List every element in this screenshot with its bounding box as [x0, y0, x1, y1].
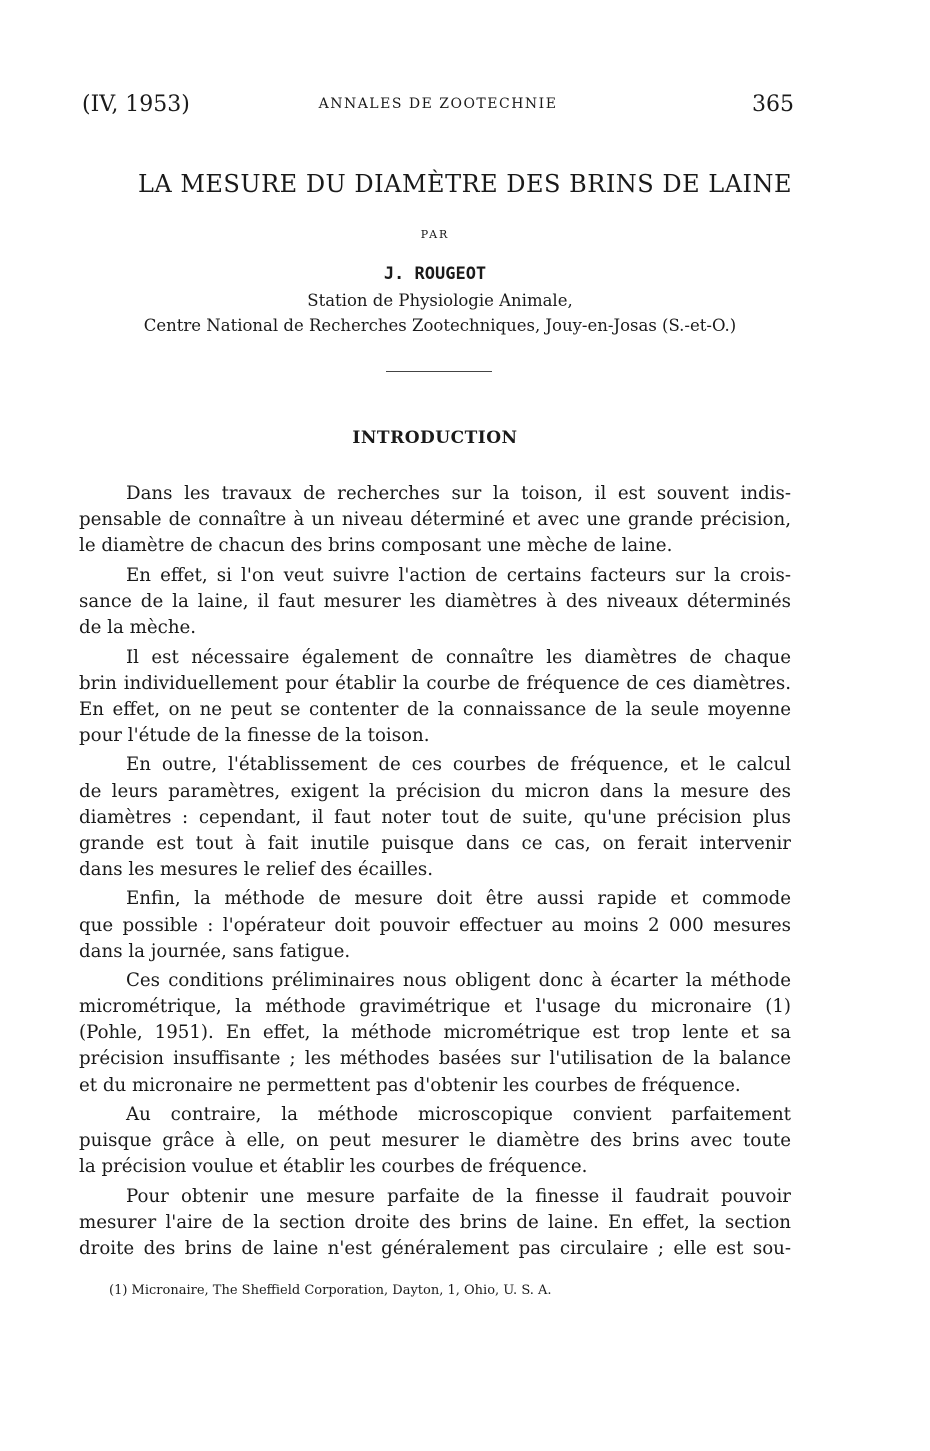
text-line: sance de la laine, il faut mesurer les diamètres à des niveaux déterminés: [79, 590, 791, 612]
text-line: puisque grâce à elle, on peut mesurer le diamètre des brins avec toute: [79, 1130, 791, 1152]
text-line: Pour obtenir une mesure parfaite de la finesse il faudrait pouvoir: [126, 1185, 791, 1207]
page-number: 365: [752, 92, 794, 117]
text-line: de leurs paramètres, exigent la précision du micron dans la mesure des: [79, 780, 791, 802]
by-line-label: PAR: [420, 228, 450, 241]
text-line: Enfin, la méthode de mesure doit être aussi rapide et commode: [126, 888, 791, 910]
text-line: pensable de connaître à un niveau déterminé et avec une grande précision,: [79, 509, 791, 531]
text-line: droite des brins de laine n'est généralement pas circulaire ; elle est sou-: [79, 1238, 791, 1260]
author-name: J. ROUGEOT: [383, 264, 487, 284]
title-separator: [386, 371, 492, 372]
text-line: Ces conditions préliminaires nous obligent donc à écarter la méthode: [126, 970, 791, 992]
text-line: pour l'étude de la finesse de la toison.: [79, 724, 430, 746]
text-line: la précision voulue et établir les courbes de fréquence.: [79, 1156, 588, 1178]
text-line: brin individuellement pour établir la courbe de fréquence de ces diamètres.: [79, 672, 791, 694]
text-line: que possible : l'opérateur doit pouvoir effectuer au moins 2 000 mesures: [79, 914, 791, 936]
text-line: dans les mesures le relief des écailles.: [79, 858, 434, 880]
running-head: [82, 92, 794, 122]
text-line: mesurer l'aire de la section droite des brins de laine. En effet, la section: [79, 1212, 791, 1234]
text-line: micrométrique, la méthode gravimétrique et l'usage du micronaire (1): [79, 996, 791, 1018]
text-line: Au contraire, la méthode microscopique convient parfaitement: [126, 1104, 791, 1126]
text-line: et du micronaire ne permettent pas d'obtenir les courbes de fréquence.: [79, 1074, 741, 1096]
text-line: En outre, l'établissement de ces courbes de fréquence, et le calcul: [126, 754, 791, 776]
journal-name: ANNALES DE ZOOTECHNIE: [318, 96, 558, 112]
affiliation-line-1: Station de Physiologie Animale,: [307, 291, 573, 310]
text-line: le diamètre de chacun des brins composant une mèche de laine.: [79, 535, 673, 557]
body-text: [79, 481, 791, 1262]
text-line: En effet, si l'on veut suivre l'action de certains facteurs sur la crois-: [126, 564, 791, 586]
footnote: (1) Micronaire, The Sheffield Corporation, Dayton, 1, Ohio, U. S. A.: [109, 1283, 552, 1298]
text-line: (Pohle, 1951). En effet, la méthode micrométrique est trop lente et sa: [79, 1022, 791, 1044]
text-line: dans la journée, sans fatigue.: [79, 940, 351, 962]
text-line: En effet, on ne peut se contenter de la connaissance de la seule moyenne: [79, 698, 791, 720]
affiliation-line-2: Centre National de Recherches Zootechniques, Jouy-en-Josas (S.-et-O.): [143, 316, 737, 335]
section-heading: INTRODUCTION: [352, 428, 518, 448]
volume-year: (IV, 1953): [82, 92, 190, 117]
text-line: Il est nécessaire également de connaître les diamètres de chaque: [126, 646, 791, 668]
text-line: de la mèche.: [79, 616, 197, 638]
text-line: grande est tout à fait inutile puisque dans ce cas, on ferait intervenir: [79, 832, 791, 854]
article-title: LA MESURE DU DIAMÈTRE DES BRINS DE LAINE: [137, 170, 793, 198]
text-line: précision insuffisante ; les méthodes basées sur l'utilisation de la balance: [79, 1048, 791, 1070]
text-line: diamètres : cependant, il faut noter tout de suite, qu'une précision plus: [79, 806, 791, 828]
text-line: Dans les travaux de recherches sur la toison, il est souvent indis-: [126, 483, 791, 504]
